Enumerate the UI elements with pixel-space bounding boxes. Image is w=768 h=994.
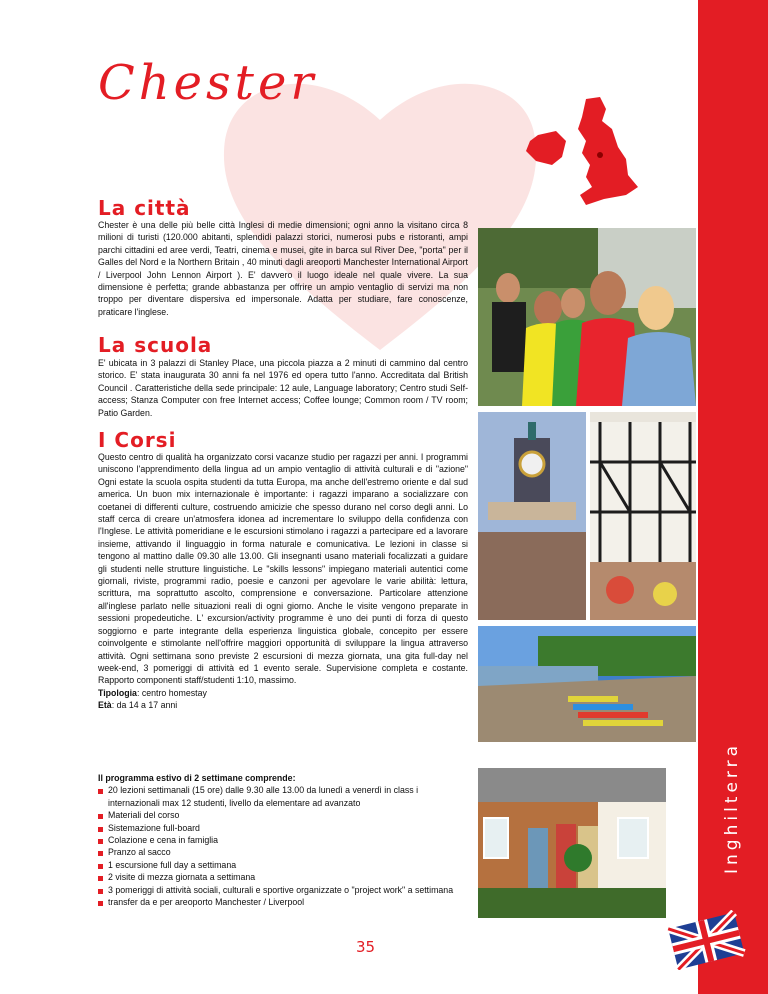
eta-value: : da 14 a 17 anni: [111, 700, 178, 711]
tipologia-label: Tipologia: [98, 687, 137, 698]
union-jack-icon: [666, 910, 746, 970]
programme-item: Materiali del corso: [98, 809, 468, 821]
students-photo: [478, 228, 696, 406]
heading-citta: La città: [98, 196, 191, 220]
programme-heading: Il programma estivo di 2 settimane comprende:: [98, 773, 296, 783]
programme-list: [98, 772, 468, 908]
homestay-photo: [478, 768, 666, 918]
programme-item: Sistemazione full-board: [98, 822, 468, 834]
citta-paragraph: Chester è una delle più belle città Inglesi di medie dimensioni; ogni anno la visitano circa 8 milioni di turisti (120.000 abitanti, splendidi palazzi storici, numerosi pubs e ristoranti, ampi parchi cittadini ed aree verdi, Teatri, cinema e musei, gite in barca sul River Dee, "porta" per il Galles del Nord e la Northern Britain , 40 minuti dagli areoporti Manchester International Airport / Liverpool John Lennon Airport ). E' davvero il luogo ideale nel quale vivere. La sua dimensione è perfetta; grande abbastanza per offrire un ampio ventaglio di servizi ma non troppo per diventare dispersiva ed impersonale. Adatta per studiare, fare conoscenze, praticare l'inglese.: [98, 220, 468, 317]
tipologia-value: : centro homestay: [136, 687, 207, 698]
programme-item: Pranzo al sacco: [98, 846, 468, 858]
corsi-text: [98, 451, 468, 712]
eta-line: [98, 699, 468, 711]
tipologia-line: [98, 687, 468, 699]
scuola-paragraph: E' ubicata in 3 palazzi di Stanley Place, una piccola piazza a 2 minuti di cammino dal centro storico. E' stata inaugurata 30 anni fa nel 1976 ed opera tutto l'anno. Accreditata dal British Council . Caratteristiche della sede principale: 12 aule, Language laboratory; Centro studi Self-access; Stanza Computer con free Internet access; Coffee lounge; Common room / TV room; Patio Garden.: [98, 358, 468, 418]
page-title: Chester: [98, 55, 318, 111]
programme-item: 1 escursione full day a settimana: [98, 859, 468, 871]
programme-item: transfer da e per areoporto Manchester / Liverpool: [98, 896, 468, 908]
heading-corsi: I Corsi: [98, 428, 177, 452]
clock-photo: [478, 412, 586, 620]
heading-scuola: La scuola: [98, 333, 213, 357]
scuola-text: [98, 357, 468, 419]
programme-item: 20 lezioni settimanali (15 ore) dalle 9.30 alle 13.00 da lunedì a venerdì in class i internazionali max 12 studenti, livello da elementare ad avanzato: [98, 784, 468, 809]
river-photo: [478, 626, 696, 742]
corsi-paragraph: Questo centro di qualità ha organizzato corsi vacanze studio per ragazzi per anni. I programmi uniscono l'apprendimento della lingua ad un ampio ventaglio di attività culturali e di "azione" Ogni estate la scuola ospita studenti da tutta Europa, ma anche dell'estremo oriente e dal sud america. Un buon mix internazionale è importante: i ragazzi imparano a socializzare con coetanei di differenti culture, costruendo amicizie che spesso durano nel corso degli anni. Lo staff cerca di creare un'atmosfera idonea ad incrementare lo sviluppo della confidenza con l'Inglese. Le attività pomeridiane e le escursioni stimolano i ragazzi a partecipare ed a lavorare insieme, attivando il linguaggio in forma naturale e comunicativa. Le lezioni in classe si tengono al mattino dalle 09.30 alle 13.00. Gli insegnanti usano materiali focalizzati a guidare gli studenti nelle strutture linguistiche. Le "skills lessons" impiegano materiali autentici come giornali, riviste, programmi radio, poesie e canzoni per agevolare le varie abilità: lettura, scrittura, ma soprattutto ascolto, comprensione e conversazione. Particolare attenzione all'inglese parlato nelle situazioni reali di ogni giorno. Anche le visite vengono preparate in sessioni propedeutiche. L' excursion/activity programme è uno dei punti di forza di questo soggiorno e parte integrante della esperienza linguistica globale, concepito per essere coinvolgente e stimolante nell'offrire maggiori opportunità di sviluppare la lingua attraverso attività. Ogni settimana sono previste 2 escursioni di mezza giornata, una gita full-day nel week-end, 3 pomeriggi di attività ed 1 evento serale. Supervisione completa e costante. Rapporto componenti staff/studenti 1:10, massimo.: [98, 452, 468, 686]
citta-text: [98, 219, 468, 318]
eta-label: Età: [98, 700, 112, 711]
tudor-photo: [590, 412, 696, 620]
page-number: 35: [356, 938, 376, 956]
programme-item: 3 pomeriggi di attività sociali, culturali e sportive organizzate o "project work" a settimana: [98, 884, 468, 896]
country-label: Inghilterra: [722, 741, 742, 874]
uk-map-icon: [516, 95, 640, 207]
programme-item: 2 visite di mezza giornata a settimana: [98, 871, 468, 883]
programme-item: Colazione e cena in famiglia: [98, 834, 468, 846]
